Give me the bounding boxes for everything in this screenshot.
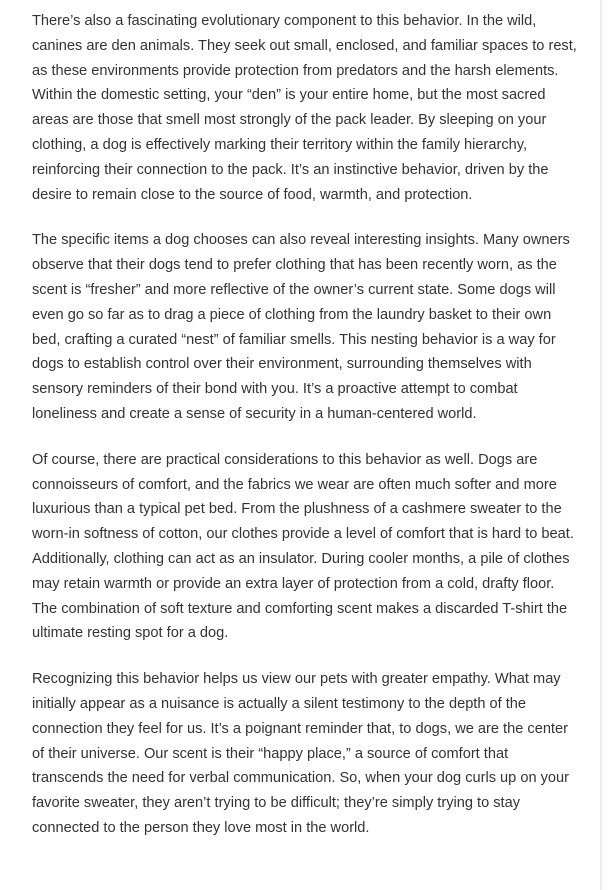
paragraph-practical: Of course, there are practical considerations to this behavior as well. Dogs are connoisseurs of comfort, and the fabrics we wear are often much softer and more luxurious than a typical pet bed. From the plushness of a cashmere sweater to the worn-in softness of cotton, our clothes provide a level of comfort that is hard to beat. Additionally, clothing can act as an insulator. During cooler months, a pile of clothes may retain warmth or provide an extra layer of protection from a cold, drafty floor. The combination of soft texture and comforting scent makes a discarded T-shirt the ultimate resting spot for a dog. <box>32 451 574 642</box>
paragraph-specific-items: The specific items a dog chooses can also reveal interesting insights. Many owners observe that their dogs tend to prefer clothing that has been recently worn, as the scent is “fresher” and more reflective of the owner’s current state. Some dogs will even go so far as to drag a piece of clothing from the laundry basket to their own bed, crafting a curated “nest” of familiar smells. This nesting behavior is a way for dogs to establish control over their environment, surrounding themselves with sensory reminders of their bond with you. It’s a proactive attempt to combat loneliness and create a sense of security in a human-centered world. <box>32 232 570 422</box>
paragraph-evolutionary: There’s also a fascinating evolutionary component to this behavior. In the wild, canines are den animals. They seek out small, enclosed, and familiar spaces to rest, as these environments provide protection from predators and the harsh elements. Within the domestic setting, your “den” is your entire home, but the most sacred areas are those that smell most strongly of the pack leader. By sleeping on your clothing, a dog is effectively marking their territory within the family hierarchy, reinforcing their connection to the pack. It’s an instinctive behavior, driven by the desire to remain close to the source of food, warmth, and protection. <box>32 13 577 203</box>
paragraph-empathy: Recognizing this behavior helps us view our pets with greater empathy. What may initially appear as a nuisance is actually a silent testimony to the depth of the connection they feel for us. It’s a poignant reminder that, to dogs, we are the center of their universe. Our scent is their “happy place,” a source of comfort that transcends the need for verbal communication. So, when your dog curls up on your favorite sweater, they aren’t trying to be difficult; they’re simply trying to stay connected to the person they love most in the world. <box>32 671 570 836</box>
